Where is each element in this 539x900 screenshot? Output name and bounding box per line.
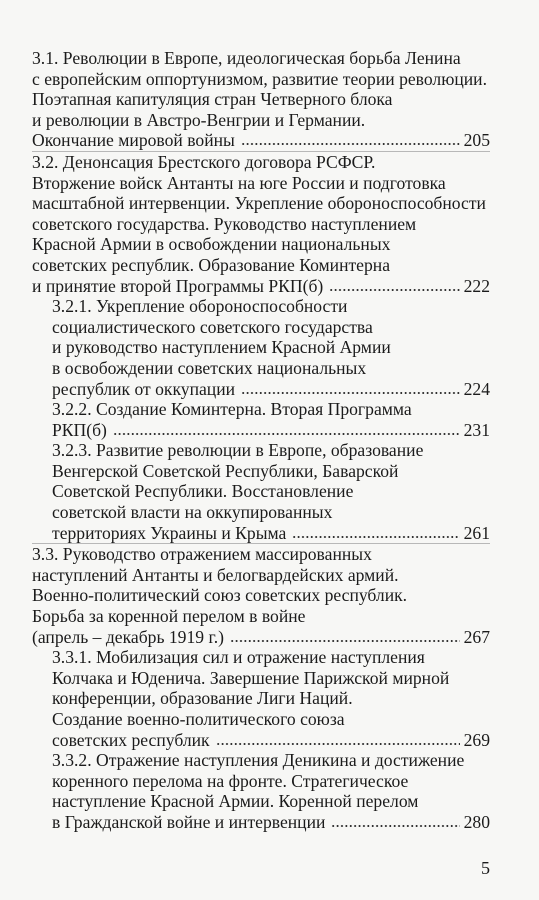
toc-entry-last-line [32, 730, 490, 751]
toc-entry-line: масштабной интервенции. Укрепление обороноспособности [32, 193, 486, 214]
toc-entry-line: в освобождении советских национальных [52, 357, 367, 378]
toc-entry-line: Советской Республики. Восстановление [52, 481, 354, 502]
toc-entry-3-2-1 [32, 296, 490, 399]
toc-entry-line: 3.2.3. Развитие революции в Европе, образование [52, 440, 424, 461]
toc-entry-line: социалистического советского государства [52, 316, 373, 337]
dot-leader [230, 639, 460, 643]
toc-entry-line: Военно-политический союз советских республик. [32, 585, 408, 606]
toc-page-number: 205 [463, 130, 490, 151]
toc-entry-last-line [32, 523, 490, 544]
toc-page-number: 267 [463, 626, 490, 647]
toc-entry-line: с европейским оппортунизмом, развитие теории революции. [32, 68, 487, 89]
table-of-contents [32, 48, 490, 833]
toc-entry-line: республик от оккупации [52, 378, 236, 399]
toc-entry-line: Венгерской Советской Республики, Баварской [52, 460, 399, 481]
toc-entry-3-3 [32, 544, 490, 647]
toc-entry-line: наступлений Антанты и белогвардейских армий. [32, 564, 399, 585]
toc-entry-line: 3.2. Денонсация Брестского договора РСФСР. [32, 151, 376, 172]
toc-entry-3-2-2 [32, 399, 490, 440]
toc-entry-line: Красной Армии в освобождении национальных [32, 234, 391, 255]
dot-leader [216, 742, 460, 746]
toc-entry-line: 3.3. Руководство отражением массированных [32, 544, 372, 565]
toc-entry-line: в Гражданской войне и интервенции [52, 811, 326, 832]
toc-entry-line: 3.1. Революции в Европе, идеологическая борьба Ленина [32, 48, 461, 68]
toc-entry-line: советской власти на оккупированных [52, 502, 333, 523]
toc-entry-3-3-2 [32, 750, 490, 832]
toc-entry-line: Поэтапная капитуляция стран Четверного блока [32, 89, 393, 110]
toc-entry-line: советского государства. Руководство наступлением [32, 213, 417, 234]
toc-entry-line: и принятие второй Программы РКП(б) [32, 275, 324, 296]
page-number: 5 [481, 858, 490, 878]
toc-page-number: 280 [463, 811, 490, 832]
toc-entry-last-line [32, 627, 490, 648]
dot-leader [241, 142, 460, 146]
toc-entry-line: 3.3.1. Мобилизация сил и отражение наступления [52, 647, 425, 668]
toc-entry-line: конференции, образование Лиги Наций. [52, 688, 353, 709]
toc-entry-line: Создание военно-политического союза [52, 709, 345, 729]
toc-entry-line: и революции в Австро-Венгрии и Германии. [32, 109, 366, 130]
toc-page-number: 269 [463, 729, 490, 750]
toc-entry-3-2 [32, 152, 490, 296]
toc-entry-line: коренного перелома на фронте. Стратегическое [52, 770, 409, 791]
toc-entry-last-line [32, 379, 490, 400]
toc-entry-3-2-3 [32, 440, 490, 543]
toc-entry-line: и руководство наступлением Красной Армии [52, 337, 391, 358]
toc-page-number: 224 [463, 378, 490, 399]
toc-entry-line: Вторжение войск Антанты на юге России и подготовка [32, 172, 446, 193]
toc-entry-last-line [32, 420, 490, 441]
toc-entry-line: Колчака и Юденича. Завершение Парижской мирной [52, 667, 450, 688]
dot-leader [241, 391, 460, 395]
toc-entry-line: советских республик [52, 729, 210, 750]
toc-entry-line: 3.2.1. Укрепление обороноспособности [52, 296, 348, 317]
dot-leader [292, 535, 459, 539]
dot-leader [113, 432, 460, 436]
toc-page-number: 231 [463, 419, 490, 440]
toc-entry-line: Окончание мировой войны [32, 130, 235, 151]
toc-page-number: 261 [463, 522, 490, 543]
dot-leader [331, 824, 459, 828]
toc-entry-line: территориях Украины и Крыма [52, 522, 287, 543]
toc-entry-line: советских республик. Образование Коминтерна [32, 254, 391, 275]
toc-entry-line: 3.3.2. Отражение наступления Деникина и достижение [52, 750, 465, 771]
toc-entry-line: 3.2.2. Создание Коминтерна. Вторая Программа [52, 399, 412, 420]
toc-entry-line: РКП(б) [52, 419, 107, 440]
toc-entry-3-3-1 [32, 647, 490, 750]
dot-leader [329, 288, 459, 292]
toc-entry-3-1 [32, 48, 490, 151]
toc-entry-line: (апрель – декабрь 1919 г.) [32, 626, 224, 647]
toc-entry-last-line [32, 130, 490, 151]
toc-entry-last-line [32, 276, 490, 297]
toc-page-number: 222 [463, 275, 490, 296]
toc-entry-line: Борьба за коренной перелом в войне [32, 606, 306, 627]
toc-entry-line: наступление Красной Армии. Коренной перелом [52, 791, 419, 812]
toc-entry-last-line [32, 812, 490, 833]
